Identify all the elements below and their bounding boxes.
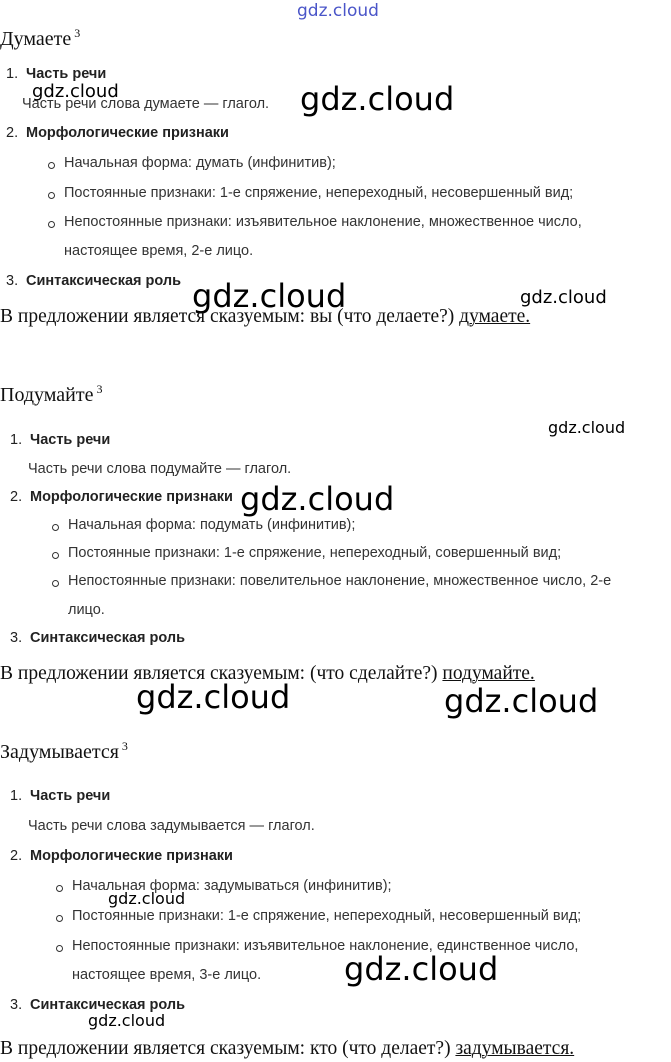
watermark: gdz.cloud	[32, 81, 119, 102]
watermark: gdz.cloud	[300, 80, 455, 118]
superscript: 3	[121, 739, 128, 753]
bullet-item: Начальная форма: подумать (инфинитив);	[68, 517, 356, 533]
watermark: gdz.cloud	[88, 1011, 166, 1030]
list-heading: 1. Часть речи	[6, 66, 107, 82]
word-heading: Думаете $^3$	[0, 26, 81, 50]
part-of-speech-text: Часть речи слова подумайте — глагол.	[28, 461, 292, 477]
bullet-continuation: настоящее время, 2-е лицо.	[64, 243, 254, 259]
underlined-word: думаете.	[459, 306, 531, 327]
watermark: gdz.cloud	[136, 678, 291, 716]
watermark: gdz.cloud	[520, 287, 607, 308]
bullet-item: Постоянные признаки: 1-е спряжение, непереходный, совершенный вид;	[68, 545, 562, 561]
part-of-speech-text: Часть речи слова думаете — глагол.	[22, 96, 270, 112]
word-heading: Задумывается $^3$	[0, 739, 128, 763]
watermark: gdz.cloud	[108, 889, 186, 908]
word-heading: Подумайте $^3$	[0, 382, 103, 406]
bullet-item: Начальная форма: задумываться (инфинитив);	[72, 878, 392, 894]
part-of-speech-text: Часть речи слова задумывается — глагол.	[28, 818, 315, 834]
list-heading: 3. Синтаксическая роль	[10, 997, 185, 1013]
superscript: 3	[74, 26, 81, 40]
syntax-sentence: В предложении является сказуемым: кто (что делает?) задумывается.	[0, 1038, 575, 1059]
bullet-continuation: настоящее время, 3-е лицо.	[72, 967, 262, 983]
list-heading: 1. Часть речи	[10, 432, 111, 448]
superscript: 3	[96, 382, 103, 396]
bullet-item: Постоянные признаки: 1-е спряжение, непереходный, несовершенный вид;	[64, 185, 574, 201]
bullet-item: Постоянные признаки: 1-е спряжение, непереходный, несовершенный вид;	[72, 908, 582, 924]
list-heading: 3. Синтаксическая роль	[6, 273, 181, 289]
watermark: gdz.cloud	[192, 277, 347, 315]
bullet-continuation: лицо.	[68, 602, 105, 618]
watermark: gdz.cloud	[297, 1, 379, 21]
underlined-word: подумайте.	[442, 663, 535, 684]
list-heading: 2. Морфологические признаки	[6, 125, 229, 141]
list-heading: 2. Морфологические признаки	[10, 489, 233, 505]
list-heading: 3. Синтаксическая роль	[10, 630, 185, 646]
syntax-sentence: В предложении является сказуемым: (что сделайте?) подумайте.	[0, 663, 535, 684]
list-heading: 1. Часть речи	[10, 788, 111, 804]
bullet-item: Непостоянные признаки: повелительное наклонение, множественное число, 2-е	[68, 573, 612, 589]
list-heading: 2. Морфологические признаки	[10, 848, 233, 864]
watermark: gdz.cloud	[344, 950, 499, 988]
syntax-sentence: В предложении является сказуемым: вы (что делаете?) думаете.	[0, 306, 531, 327]
bullet-item: Непостоянные признаки: изъявительное наклонение, единственное число,	[72, 938, 579, 954]
watermark: gdz.cloud	[548, 418, 626, 437]
bullet-item: Непостоянные признаки: изъявительное наклонение, множественное число,	[64, 214, 582, 230]
underlined-word: задумывается.	[455, 1038, 575, 1059]
watermark: gdz.cloud	[240, 480, 395, 518]
bullet-item: Начальная форма: думать (инфинитив);	[64, 155, 336, 171]
watermark: gdz.cloud	[444, 682, 599, 720]
